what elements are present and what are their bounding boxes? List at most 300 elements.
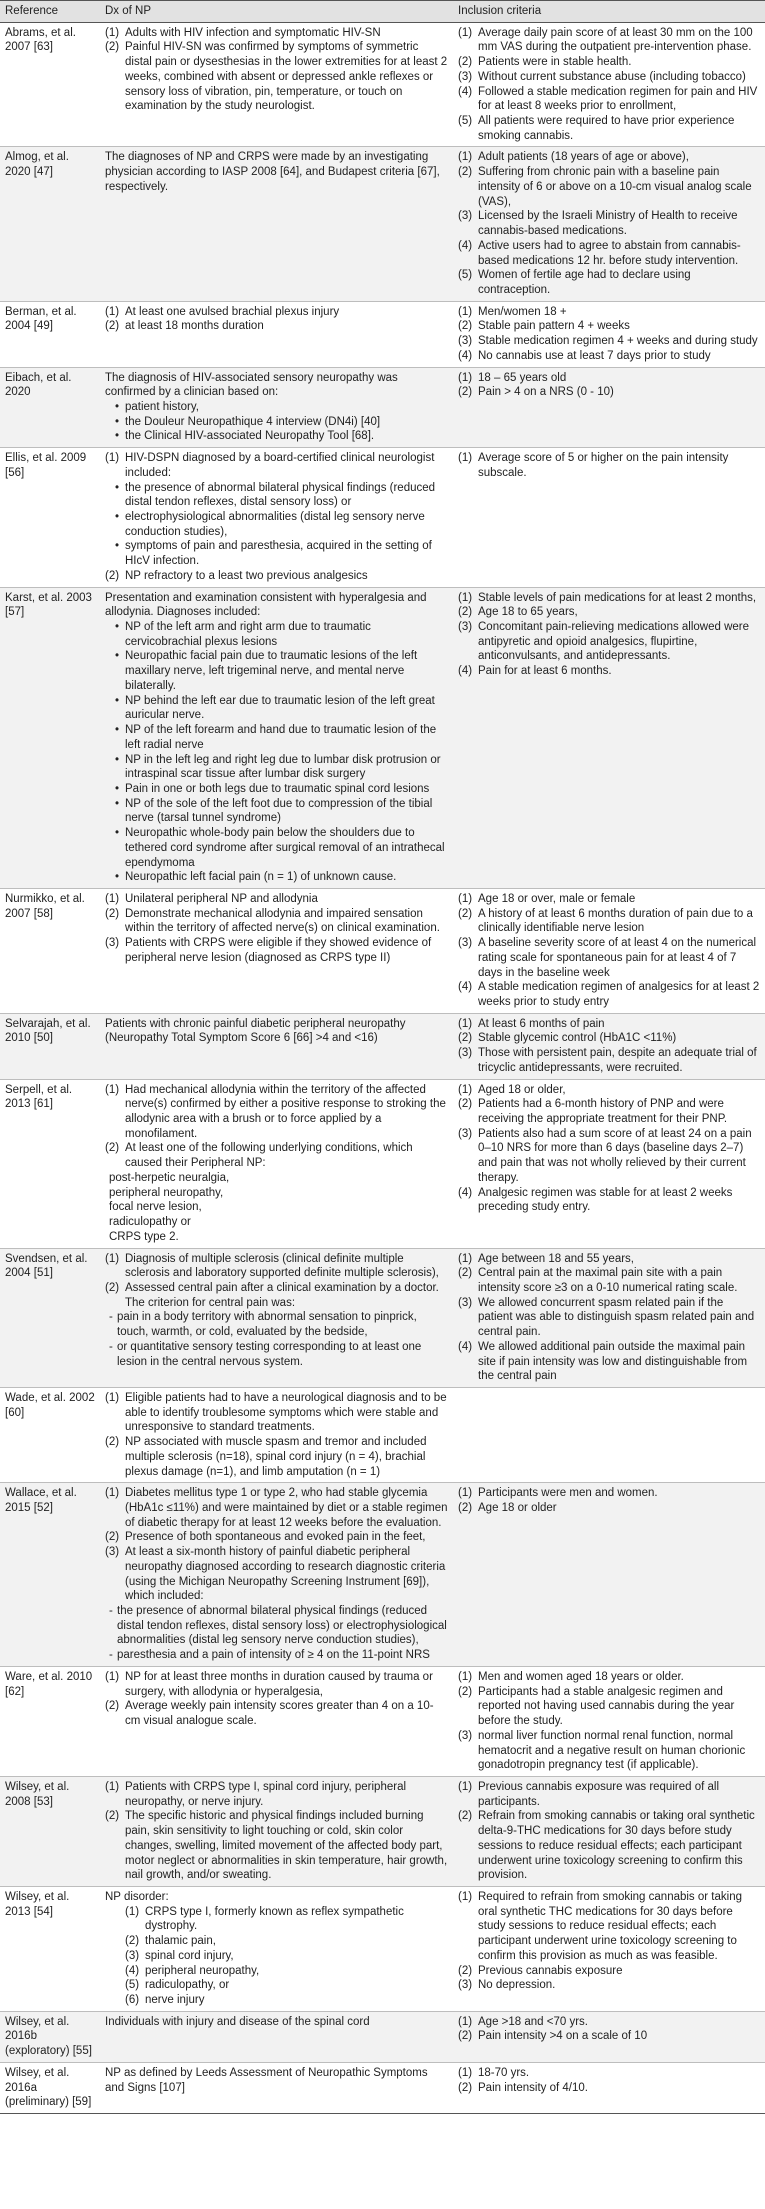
item-text: Men and women aged 18 years or older. xyxy=(478,1670,684,1683)
inclusion-cell xyxy=(453,2062,765,2113)
item-marker: (2) xyxy=(458,907,473,920)
numbered-item xyxy=(458,451,760,480)
list-item: post-herpetic neuralgia, xyxy=(109,1171,230,1184)
paragraph: Individuals with injury and disease of the spinal cord xyxy=(105,2015,370,2028)
numbered-item xyxy=(105,1435,448,1479)
numbered-item xyxy=(458,980,760,1009)
list-item: CRPS type 2. xyxy=(109,1230,179,1243)
item-marker: (2) xyxy=(105,1281,120,1294)
reference-cell: Karst, et al. 2003 [57] xyxy=(0,587,100,888)
numbered-item xyxy=(105,1978,448,1993)
bullet-item xyxy=(105,539,448,568)
item-marker: (2) xyxy=(458,2081,473,2094)
table-row xyxy=(0,367,765,448)
numbered-item xyxy=(458,70,760,85)
item-marker: (1) xyxy=(105,1252,120,1265)
item-marker: (2) xyxy=(105,1700,120,1713)
numbered-item xyxy=(458,334,760,349)
item-marker: (3) xyxy=(105,1546,120,1559)
item-text: normal liver function normal renal function, normal hematocrit and a negative result on human chorionic gonadotropin pregnancy test (if applicable). xyxy=(478,1729,746,1772)
reference-cell: Ware, et al. 2010 [62] xyxy=(0,1666,100,1776)
item-text: NP associated with muscle spasm and tremor and included multiple sclerosis (n=18), spinal cord injury (n = 4), brachial plexus damage (n=1), and limb amputation (n = 1) xyxy=(125,1436,427,1478)
numbered-item xyxy=(105,1670,448,1699)
dash-item xyxy=(105,1310,448,1339)
numbered-item xyxy=(458,2066,760,2081)
item-text: Average score of 5 or higher on the pain intensity subscale. xyxy=(478,452,729,479)
header-inclusion-criteria: Inclusion criteria xyxy=(453,1,765,23)
numbered-item xyxy=(105,1964,448,1979)
numbered-item xyxy=(458,1127,760,1186)
item-marker: (5) xyxy=(458,115,473,128)
item-text: Neuropathic whole-body pain below the shoulders due to tethered cord syndrome after surgical removal of an intrathecal ependymoma xyxy=(125,827,445,869)
numbered-item xyxy=(458,1501,760,1516)
numbered-item xyxy=(458,1685,760,1729)
inclusion-cell xyxy=(453,1886,765,2011)
inclusion-cell xyxy=(453,1483,765,1667)
numbered-item xyxy=(458,1890,760,1964)
item-text: No depression. xyxy=(478,1979,556,1992)
table-row xyxy=(0,448,765,587)
numbered-item xyxy=(105,1252,448,1281)
item-text: Previous cannabis exposure xyxy=(478,1964,623,1977)
item-marker: • xyxy=(115,650,120,663)
item-text: Age between 18 and 55 years, xyxy=(478,1252,635,1265)
item-text: Women of fertile age had to declare using contraception. xyxy=(478,269,691,296)
item-text: NP in the left leg and right leg due to lumbar disk protrusion or intraspinal scar tissue after lumbar disk surgery xyxy=(125,753,441,781)
numbered-item xyxy=(458,2029,760,2044)
item-marker: (1) xyxy=(458,1890,473,1903)
bullet-item xyxy=(105,753,448,782)
numbered-item xyxy=(458,319,760,334)
item-text: Average weekly pain intensity scores greater than 4 on a 10-cm visual analogue scale. xyxy=(125,1700,434,1728)
item-marker: (1) xyxy=(105,26,120,39)
table-row xyxy=(0,301,765,367)
item-text: Central pain at the maximal pain site with a pain intensity score ≥3 on a 0-10 numerical rating scale. xyxy=(478,1267,738,1294)
table-row xyxy=(0,22,765,147)
item-text: Without current substance abuse (including tobacco) xyxy=(478,70,746,83)
table-row xyxy=(0,2062,765,2113)
item-text: NP behind the left ear due to traumatic lesion of the left great auricular nerve. xyxy=(125,694,435,722)
inclusion-cell xyxy=(453,587,765,888)
numbered-item xyxy=(458,1186,760,1215)
item-text: Average daily pain score of at least 30 mm on the 100 mm VAS during the outpatient pre-intervention phase. xyxy=(478,26,753,54)
item-marker: (2) xyxy=(458,1964,473,1977)
item-text: Stable medication regimen 4 + weeks and during study xyxy=(478,335,758,348)
item-marker: (5) xyxy=(458,269,473,282)
numbered-item xyxy=(458,114,760,143)
item-marker: (1) xyxy=(105,305,120,318)
reference-cell: Serpell, et al. 2013 [61] xyxy=(0,1079,100,1248)
table-row xyxy=(0,1776,765,1886)
item-marker: (4) xyxy=(458,85,473,98)
table-row xyxy=(0,147,765,301)
item-text: Age 18 to 65 years, xyxy=(478,606,578,619)
list-item: radiculopathy or xyxy=(109,1216,191,1229)
item-text: NP for at least three months in duration caused by trauma or surgery, with allodynia or hyperalgesia, xyxy=(125,1670,433,1698)
bullet-item xyxy=(105,723,448,752)
numbered-item xyxy=(458,1486,760,1501)
table-row xyxy=(0,1079,765,1248)
item-marker: • xyxy=(115,511,120,523)
item-marker: (2) xyxy=(105,907,120,920)
numbered-item xyxy=(458,268,760,297)
item-text: Diagnosis of multiple sclerosis (clinical definite multiple sclerosis and laboratory supported definite multiple sclerosis), xyxy=(125,1252,439,1280)
table-row xyxy=(0,1013,765,1079)
dx-cell xyxy=(100,448,453,587)
numbered-item xyxy=(458,907,760,936)
item-text: Age >18 and <70 yrs. xyxy=(478,2015,588,2028)
item-marker: (1) xyxy=(105,1083,120,1096)
item-text: NP of the left forearm and hand due to traumatic lesion of the left radial nerve xyxy=(125,724,437,751)
item-marker: (3) xyxy=(458,1296,473,1309)
item-text: Demonstrate mechanical allodynia and impaired sensation within the territory of affected nerve(s) on clinical examination. xyxy=(125,907,440,935)
item-marker: (2) xyxy=(458,320,473,333)
item-marker: (3) xyxy=(458,210,473,223)
bullet-item xyxy=(105,649,448,693)
numbered-item xyxy=(458,2015,760,2030)
dash-item xyxy=(105,1340,448,1369)
item-marker: • xyxy=(115,753,120,766)
table-row xyxy=(0,1248,765,1387)
item-marker: (2) xyxy=(105,1436,120,1449)
item-text: Required to refrain from smoking cannabis or taking oral synthetic THC medications for 30 days before study sessions to reduce residual effects; each participant underwent urine toxicology screening to confirm this provision as much as was feasible. xyxy=(478,1890,742,1962)
item-text: Aged 18 or older, xyxy=(478,1083,566,1096)
numbered-item xyxy=(458,1083,760,1098)
numbered-item xyxy=(105,305,448,320)
numbered-item xyxy=(105,569,448,584)
paragraph: Patients with chronic painful diabetic peripheral neuropathy (Neuropathy Total Symptom Score 6 [66] >4 and <16) xyxy=(105,1017,406,1045)
item-text: CRPS type I, formerly known as reflex sympathetic dystrophy. xyxy=(145,1905,404,1933)
item-marker: (4) xyxy=(458,349,473,362)
bullet-item xyxy=(105,429,448,444)
item-marker: (2) xyxy=(458,1810,473,1823)
item-text: spinal cord injury, xyxy=(145,1949,234,1962)
item-text: Stable pain pattern 4 + weeks xyxy=(478,320,630,333)
item-text: Adult patients (18 years of age or above), xyxy=(478,151,689,164)
item-text: Assessed central pain after a clinical examination by a doctor. The criterion for central pain was: xyxy=(125,1281,439,1309)
reference-cell: Berman, et al. 2004 [49] xyxy=(0,301,100,367)
dx-cell xyxy=(100,147,453,301)
bullet-item xyxy=(105,400,448,415)
item-marker: (1) xyxy=(458,1252,473,1265)
item-text: Refrain from smoking cannabis or taking oral synthetic delta-9-THC medications for 30 days before study sessions to reduce residual effects; each participant underwent urine toxicology screening to confirm this provision. xyxy=(478,1810,755,1882)
numbered-item xyxy=(105,1083,448,1142)
bullet-item xyxy=(105,510,448,539)
reference-cell: Wilsey, et al. 2016b (exploratory) [55] xyxy=(0,2011,100,2062)
table-row xyxy=(0,1483,765,1667)
table-body xyxy=(0,22,765,2113)
numbered-item xyxy=(458,349,760,364)
numbered-item xyxy=(458,1964,760,1979)
numbered-item xyxy=(458,1978,760,1993)
item-marker: (2) xyxy=(105,1810,120,1823)
item-text: A stable medication regimen of analgesics for at least 2 weeks prior to study entry xyxy=(478,981,760,1008)
table-row xyxy=(0,1666,765,1776)
item-marker: - xyxy=(109,1649,113,1662)
item-text: Participants were men and women. xyxy=(478,1487,658,1500)
item-text: Adults with HIV infection and symptomatic HIV-SN xyxy=(125,26,381,39)
item-text: Followed a stable medication regimen for pain and HIV for at least 8 weeks prior to enrollment, xyxy=(478,85,758,113)
item-marker: (1) xyxy=(458,892,473,905)
item-marker: (1) xyxy=(105,1670,120,1683)
item-text: Pain intensity of 4/10. xyxy=(478,2081,588,2094)
reference-cell: Wilsey, et al. 2013 [54] xyxy=(0,1886,100,2011)
item-marker: • xyxy=(115,782,120,795)
item-marker: (2) xyxy=(458,1098,473,1111)
item-marker: (3) xyxy=(458,70,473,83)
item-marker: (1) xyxy=(458,26,473,39)
inclusion-cell xyxy=(453,1248,765,1387)
dx-cell xyxy=(100,2011,453,2062)
item-text: Pain in one or both legs due to traumatic spinal cord lesions xyxy=(125,782,430,795)
item-text: patient history, xyxy=(125,400,199,413)
numbered-item xyxy=(458,239,760,268)
item-marker: (4) xyxy=(458,981,473,994)
table-row xyxy=(0,888,765,1013)
inclusion-cell xyxy=(453,367,765,448)
item-marker: (1) xyxy=(458,452,473,465)
item-text: Patients also had a sum score of at least 24 on a pain 0–10 NRS for more than 6 days (baseline days 2–7) and pain that was not wholly relieved by their current therapy. xyxy=(478,1127,752,1184)
item-marker: (3) xyxy=(458,937,473,950)
list-item: focal nerve lesion, xyxy=(109,1201,202,1214)
header-reference: Reference xyxy=(0,1,100,23)
numbered-item xyxy=(458,371,760,386)
numbered-item xyxy=(458,936,760,980)
numbered-item xyxy=(105,1993,448,2008)
numbered-item xyxy=(458,1780,760,1809)
item-text: the Douleur Neuropathique 4 interview (DN4i) [40] xyxy=(125,415,381,428)
item-marker: (1) xyxy=(105,892,120,905)
numbered-item xyxy=(458,2081,760,2096)
reference-cell: Wilsey, et al. 2016a (preliminary) [59] xyxy=(0,2062,100,2113)
list-item: peripheral neuropathy, xyxy=(109,1186,224,1199)
dx-cell xyxy=(100,888,453,1013)
numbered-item xyxy=(105,892,448,907)
item-text: Patients with CRPS type I, spinal cord injury, peripheral neuropathy, or nerve injury. xyxy=(125,1780,407,1808)
item-marker: (2) xyxy=(105,320,120,333)
item-marker: (1) xyxy=(458,1670,473,1683)
item-text: Active users had to agree to abstain from cannabis-based medications 12 hr. before study intervention. xyxy=(478,239,741,267)
numbered-item xyxy=(458,385,760,400)
item-marker: (3) xyxy=(458,1979,473,1992)
inclusion-cell xyxy=(453,2011,765,2062)
item-marker: (1) xyxy=(458,1083,473,1096)
item-text: Age 18 or older xyxy=(478,1502,557,1514)
item-text: Neuropathic facial pain due to traumatic lesions of the left maxillary nerve, left trigeminal nerve, and mental nerve bilaterally. xyxy=(125,650,418,692)
numbered-item xyxy=(105,319,448,334)
item-marker: (1) xyxy=(458,591,473,604)
paragraph: NP as defined by Leeds Assessment of Neuropathic Symptoms and Signs [107] xyxy=(105,2066,428,2094)
numbered-item xyxy=(105,1391,448,1435)
item-text: electrophysiological abnormalities (distal leg sensory nerve conduction studies), xyxy=(125,511,425,538)
reference-cell: Ellis, et al. 2009 [56] xyxy=(0,448,100,587)
item-marker: (4) xyxy=(458,239,473,252)
dx-cell xyxy=(100,1013,453,1079)
item-text: At least a six-month history of painful diabetic peripheral neuropathy diagnosed according to research diagnostic criteria (using the Michigan Neuropathy Screening Instrument [69]), which included: xyxy=(125,1546,446,1603)
numbered-item xyxy=(105,1530,448,1545)
reference-cell: Svendsen, et al. 2004 [51] xyxy=(0,1248,100,1387)
dx-cell xyxy=(100,587,453,888)
item-text: Previous cannabis exposure was required of all participants. xyxy=(478,1780,719,1808)
numbered-item xyxy=(458,1017,760,1032)
item-marker: (3) xyxy=(458,621,473,634)
numbered-item xyxy=(105,907,448,936)
item-marker: • xyxy=(115,540,120,553)
item-marker: • xyxy=(115,415,120,428)
numbered-item xyxy=(105,1949,448,1964)
item-marker: (2) xyxy=(105,41,120,54)
item-text: HIV-DSPN diagnosed by a board-certified clinical neurologist included: xyxy=(125,452,435,479)
item-text: Men/women 18 + xyxy=(478,305,567,318)
item-marker: (2) xyxy=(458,606,473,619)
dx-cell xyxy=(100,301,453,367)
item-text: Concomitant pain-relieving medications allowed were antipyretic and opioid analgesics, flupirtine, anticonvulsants, and antidepressants. xyxy=(478,621,750,663)
reference-cell: Wade, et al. 2002 [60] xyxy=(0,1387,100,1482)
item-marker: (2) xyxy=(458,1032,473,1045)
numbered-item xyxy=(105,1809,448,1883)
item-text: nerve injury xyxy=(145,1994,205,2006)
item-text: the Clinical HIV-associated Neuropathy Tool [68]. xyxy=(125,430,375,443)
item-text: Painful HIV-SN was confirmed by symptoms of symmetric distal pain or dysesthesias in the lower extremities for at least 2 weeks, combined with absent or depressed ankle reflexes or sensory loss of vibration, pin, temperature, or touch on examination by the study neurologist. xyxy=(125,41,448,113)
item-text: Suffering from chronic pain with a baseline pain intensity of 6 or above on a 10-cm visual analog scale (VAS), xyxy=(478,166,752,208)
item-text: at least 18 months duration xyxy=(125,320,264,333)
item-text: A baseline severity score of at least 4 on the numerical rating scale for spontaneous pain for at least 4 of 7 days in the baseline week xyxy=(478,937,757,979)
item-marker: (3) xyxy=(125,1949,140,1962)
item-text: Had mechanical allodynia within the territory of the affected nerve(s) confirmed by either a positive response to stroking the allodynic area with a brush or to force applied by a monofilament. xyxy=(125,1083,446,1140)
item-text: peripheral neuropathy, xyxy=(145,1964,260,1977)
header-row xyxy=(0,1,765,23)
dx-cell xyxy=(100,22,453,147)
item-text: Diabetes mellitus type 1 or type 2, who had stable glycemia (HbA1c ≤11%) and were maintained by diet or a stable regimen of diabetic therapy for at least 12 weeks before the evaluation. xyxy=(125,1487,448,1529)
item-marker: (2) xyxy=(105,1142,120,1155)
item-marker: (3) xyxy=(458,1127,473,1140)
item-marker: (1) xyxy=(105,1780,120,1793)
numbered-item xyxy=(458,620,760,664)
item-marker: (5) xyxy=(125,1979,140,1992)
item-text: A history of at least 6 months duration of pain due to a clinically identifiable nerve lesion xyxy=(478,907,753,935)
item-text: Stable glycemic control (HbA1C <11%) xyxy=(478,1032,677,1045)
numbered-item xyxy=(458,55,760,70)
item-text: paresthesia and a pain of intensity of ≥ 4 on the 11-point NRS xyxy=(117,1649,430,1662)
inclusion-cell xyxy=(453,1079,765,1248)
item-marker: (2) xyxy=(105,1531,120,1544)
item-text: Pain intensity >4 on a scale of 10 xyxy=(478,2030,648,2043)
item-text: No cannabis use at least 7 days prior to study xyxy=(478,349,711,362)
numbered-item xyxy=(458,150,760,165)
numbered-item xyxy=(458,1670,760,1685)
item-marker: • xyxy=(115,827,120,840)
item-marker: (3) xyxy=(105,937,120,950)
item-marker: (2) xyxy=(458,56,473,69)
item-marker: (1) xyxy=(458,2066,473,2079)
item-text: Pain for at least 6 months. xyxy=(478,665,612,678)
item-text: We allowed additional pain outside the maximal pain site if pain intensity was low and distinguishable from the central pain xyxy=(478,1340,748,1383)
numbered-item xyxy=(458,305,760,320)
inclusion-cell xyxy=(453,1666,765,1776)
item-text: Stable levels of pain medications for at least 2 months, xyxy=(478,591,757,604)
numbered-item xyxy=(458,1097,760,1126)
item-marker: (2) xyxy=(458,1502,473,1514)
paragraph: NP disorder: xyxy=(105,1890,169,1903)
reference-cell: Abrams, et al. 2007 [63] xyxy=(0,22,100,147)
item-text: the presence of abnormal bilateral physical findings (reduced distal tendon reflexes, distal sensory loss) or xyxy=(125,481,436,509)
numbered-item xyxy=(458,1296,760,1340)
item-marker: (1) xyxy=(458,305,473,318)
numbered-item xyxy=(105,1486,448,1530)
item-text: or quantitative sensory testing corresponding to at least one lesion in the central nervous system. xyxy=(117,1340,422,1368)
dx-cell xyxy=(100,1483,453,1667)
inclusion-cell xyxy=(453,22,765,147)
table-row xyxy=(0,1387,765,1482)
item-marker: • xyxy=(115,694,120,707)
item-marker: - xyxy=(109,1605,113,1618)
bullet-item xyxy=(105,481,448,510)
bullet-item xyxy=(105,620,448,649)
dx-cell xyxy=(100,1079,453,1248)
numbered-item xyxy=(458,605,760,620)
item-marker: (2) xyxy=(458,386,473,399)
inclusion-cell xyxy=(453,301,765,367)
item-marker: (1) xyxy=(105,1487,120,1500)
item-text: symptoms of pain and paresthesia, acquired in the setting of HIcV infection. xyxy=(125,540,432,568)
item-marker: (3) xyxy=(458,335,473,348)
inclusion-cell xyxy=(453,147,765,301)
dx-cell xyxy=(100,2062,453,2113)
item-text: At least one of the following underlying conditions, which caused their Peripheral NP: xyxy=(125,1142,413,1170)
item-text: We allowed concurrent spasm related pain if the patient was able to distinguish spasm related pain and central pain. xyxy=(478,1296,755,1339)
item-text: Neuropathic left facial pain (n = 1) of unknown cause. xyxy=(125,871,397,884)
item-marker: • xyxy=(115,481,120,494)
numbered-item xyxy=(458,1266,760,1295)
paragraph: The diagnosis of HIV-associated sensory neuropathy was confirmed by a clinician based on: xyxy=(105,371,398,399)
item-marker: (6) xyxy=(125,1994,140,2006)
item-text: All patients were required to have prior experience smoking cannabis. xyxy=(478,115,735,142)
item-marker: (1) xyxy=(458,1017,473,1030)
item-marker: (4) xyxy=(458,1186,473,1199)
reference-cell: Nurmikko, et al. 2007 [58] xyxy=(0,888,100,1013)
reference-cell: Almog, et al. 2020 [47] xyxy=(0,147,100,301)
item-text: Presence of both spontaneous and evoked pain in the feet, xyxy=(125,1531,426,1544)
item-marker: (3) xyxy=(458,1047,473,1060)
item-marker: (2) xyxy=(458,166,473,179)
table-row xyxy=(0,1886,765,2011)
numbered-item xyxy=(105,1545,448,1604)
numbered-item xyxy=(105,451,448,480)
item-text: Patients had a 6-month history of PNP and were receiving the appropriate treatment for their PNP. xyxy=(478,1098,728,1126)
item-text: NP refractory to a least two previous analgesics xyxy=(125,569,368,582)
numbered-item xyxy=(458,165,760,209)
item-marker: - xyxy=(109,1340,113,1353)
inclusion-cell xyxy=(453,448,765,587)
item-marker: (4) xyxy=(125,1964,140,1977)
dash-item xyxy=(105,1604,448,1648)
item-text: At least one avulsed brachial plexus injury xyxy=(125,305,340,318)
header-dx-of-np: Dx of NP xyxy=(100,1,453,23)
numbered-item xyxy=(105,936,448,965)
bullet-item xyxy=(105,694,448,723)
numbered-item xyxy=(458,1031,760,1046)
item-marker: (1) xyxy=(458,1487,473,1500)
inclusion-cell xyxy=(453,1013,765,1079)
item-marker: (1) xyxy=(458,151,473,164)
paragraph: Presentation and examination consistent with hyperalgesia and allodynia. Diagnoses included: xyxy=(105,591,427,619)
reference-cell: Wilsey, et al. 2008 [53] xyxy=(0,1776,100,1886)
item-marker: (4) xyxy=(458,665,473,678)
item-marker: • xyxy=(115,400,120,413)
item-marker: • xyxy=(115,430,120,443)
dx-cell xyxy=(100,1886,453,2011)
dash-item xyxy=(105,1648,448,1663)
